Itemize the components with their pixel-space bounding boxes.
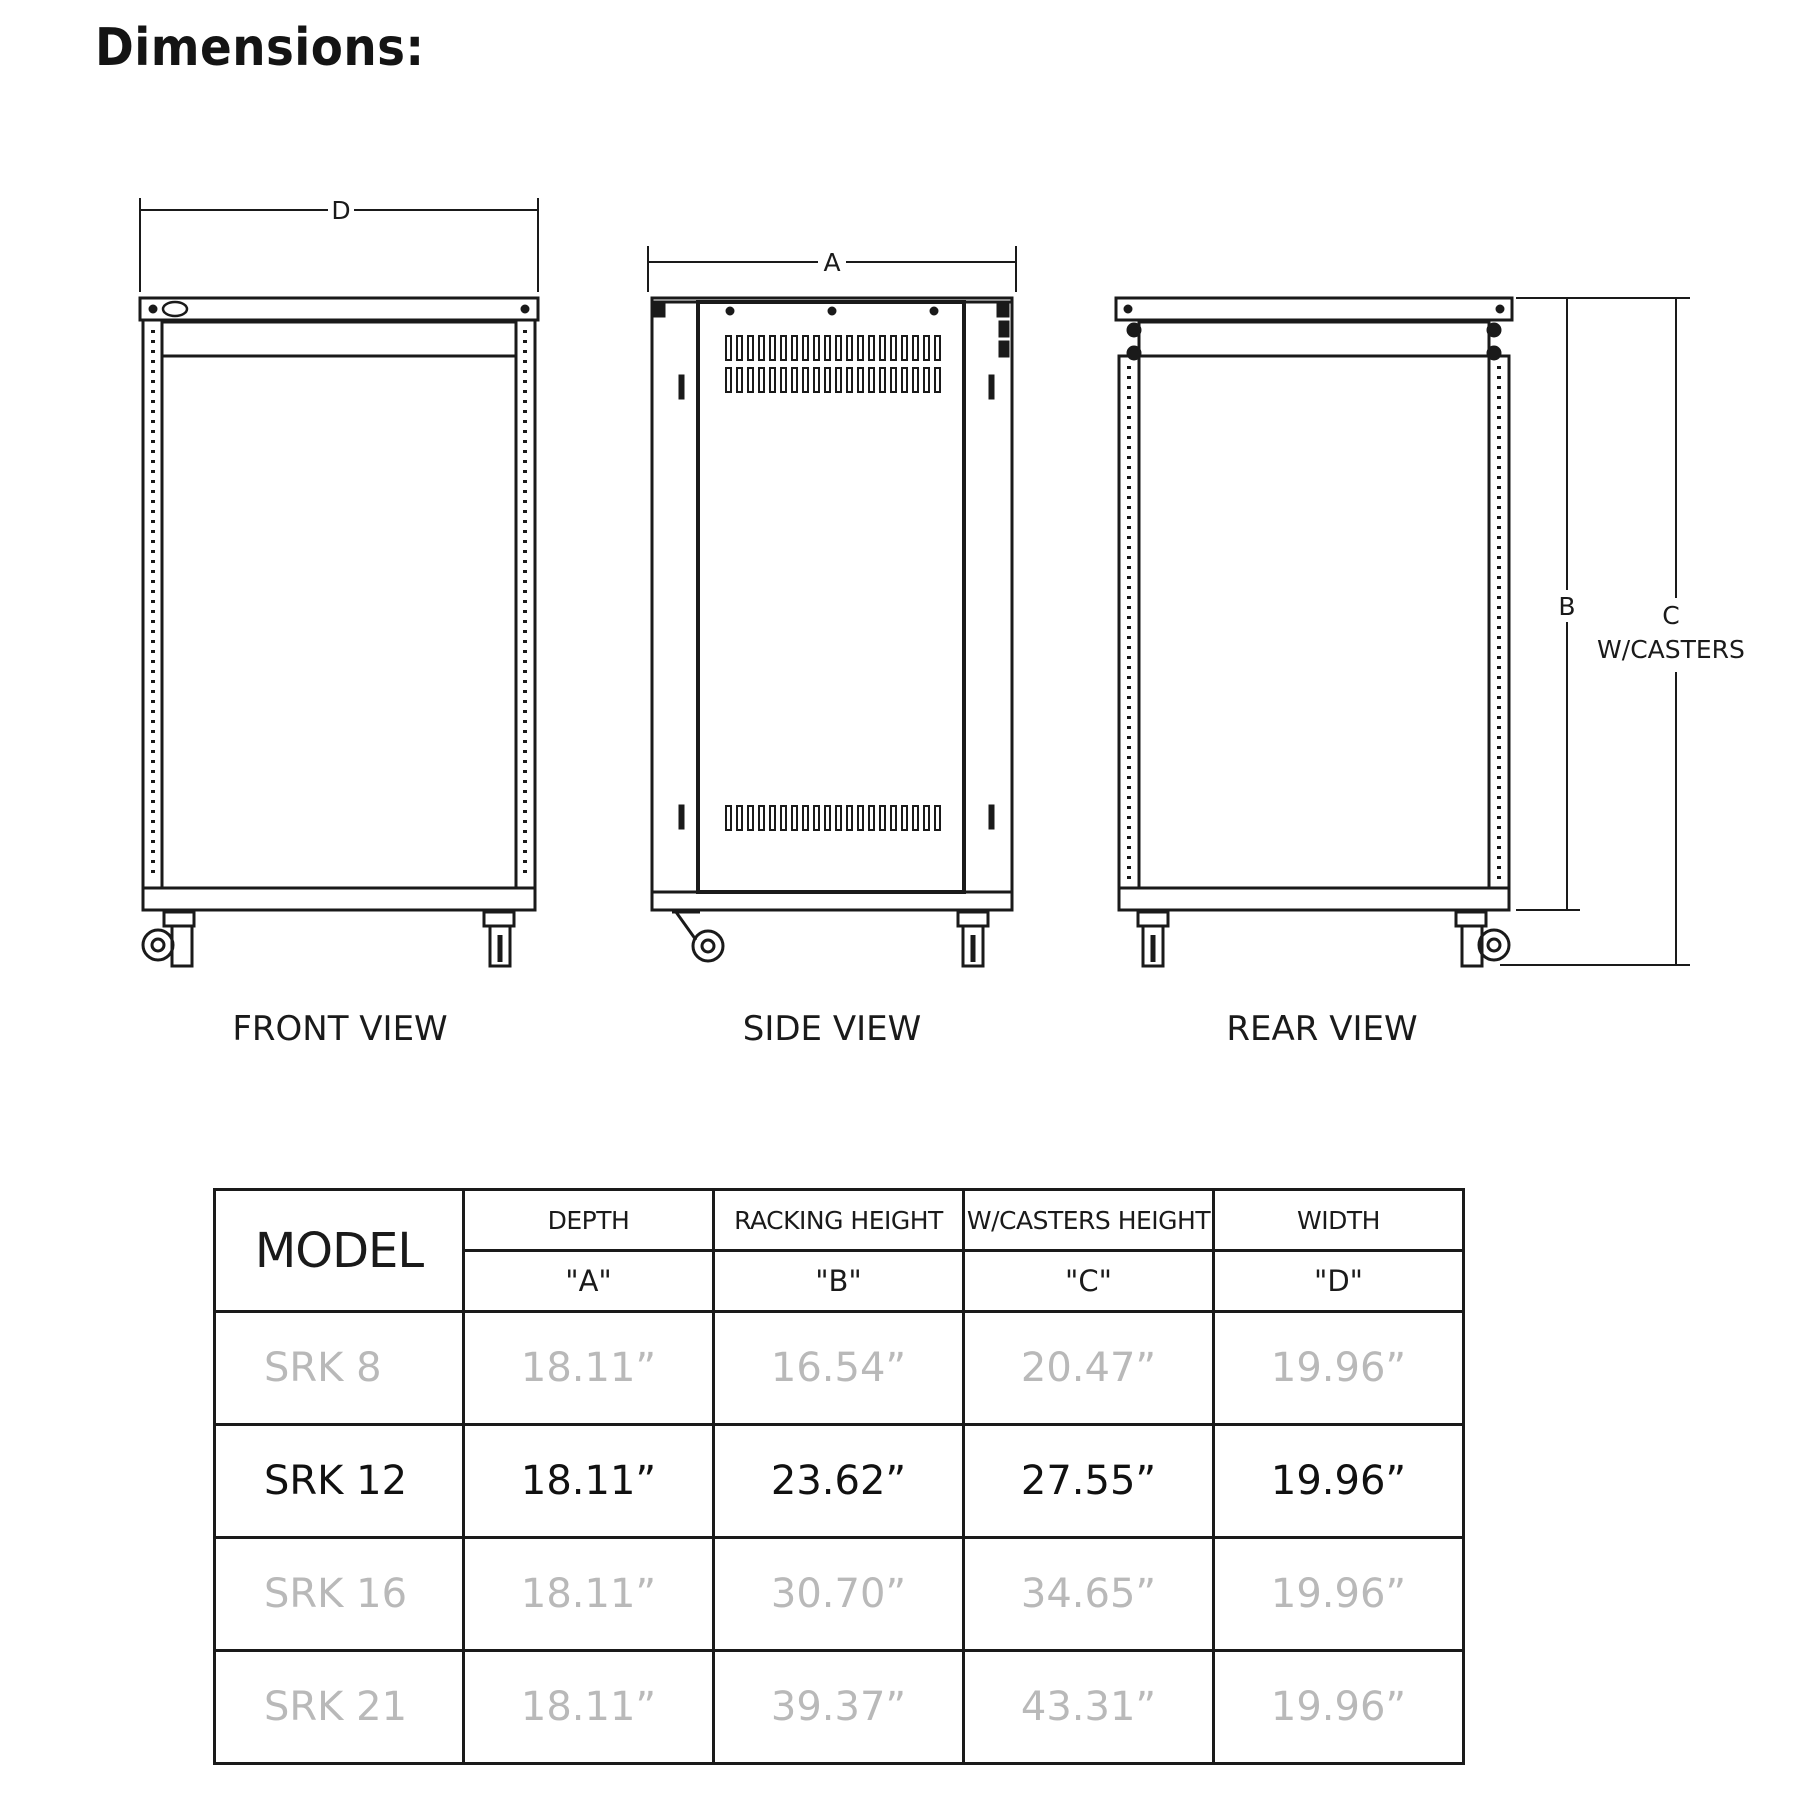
width-cell: 19.96” <box>1214 1651 1464 1764</box>
dimension-c-label: C <box>1662 601 1680 630</box>
table-row <box>215 1312 1464 1425</box>
racking-height-cell: 39.37” <box>714 1651 964 1764</box>
casters-height-cell: 43.31” <box>964 1651 1214 1764</box>
model-cell: SRK 16 <box>215 1538 464 1651</box>
width-cell: 19.96” <box>1214 1312 1464 1425</box>
casters-height-cell: 27.55” <box>964 1425 1214 1538</box>
table-row <box>215 1538 1464 1651</box>
dimension-d-label: D <box>331 196 351 225</box>
front-view-label: FRONT VIEW <box>232 1009 448 1049</box>
table-row <box>215 1651 1464 1764</box>
model-cell: SRK 12 <box>215 1425 464 1538</box>
dimension-c-note: W/CASTERS <box>1597 635 1745 664</box>
racking-height-column-header: RACKING HEIGHT <box>714 1190 964 1251</box>
width-cell: 19.96” <box>1214 1425 1464 1538</box>
depth-cell: 18.11” <box>464 1312 714 1425</box>
casters-height-cell: 34.65” <box>964 1538 1214 1651</box>
rear-view-drawing <box>1116 298 1690 966</box>
width-cell: 19.96” <box>1214 1538 1464 1651</box>
casters-height-column-header: W/CASTERS HEIGHT <box>964 1190 1214 1251</box>
casters-height-column-code: "C" <box>964 1251 1214 1312</box>
racking-height-cell: 16.54” <box>714 1312 964 1425</box>
racking-height-cell: 30.70” <box>714 1538 964 1651</box>
model-cell: SRK 8 <box>215 1312 464 1425</box>
dimensions-table <box>213 1188 1465 1765</box>
depth-cell: 18.11” <box>464 1651 714 1764</box>
dimension-b-label: B <box>1558 592 1576 621</box>
casters-height-cell: 20.47” <box>964 1312 1214 1425</box>
width-column-header: WIDTH <box>1214 1190 1464 1251</box>
rear-view-label: REAR VIEW <box>1226 1009 1418 1049</box>
side-view-label: SIDE VIEW <box>742 1009 922 1049</box>
dimension-a-label: A <box>823 248 841 277</box>
width-column-code: "D" <box>1214 1251 1464 1312</box>
racking-height-column-code: "B" <box>714 1251 964 1312</box>
model-column-header: MODEL <box>215 1190 464 1312</box>
side-view-drawing <box>648 246 1016 966</box>
depth-cell: 18.11” <box>464 1425 714 1538</box>
depth-column-header: DEPTH <box>464 1190 714 1251</box>
depth-cell: 18.11” <box>464 1538 714 1651</box>
racking-height-cell: 23.62” <box>714 1425 964 1538</box>
page-title: Dimensions: <box>95 18 425 78</box>
depth-column-code: "A" <box>464 1251 714 1312</box>
front-view-drawing <box>140 198 538 966</box>
model-cell: SRK 21 <box>215 1651 464 1764</box>
table-row-highlighted <box>215 1425 1464 1538</box>
